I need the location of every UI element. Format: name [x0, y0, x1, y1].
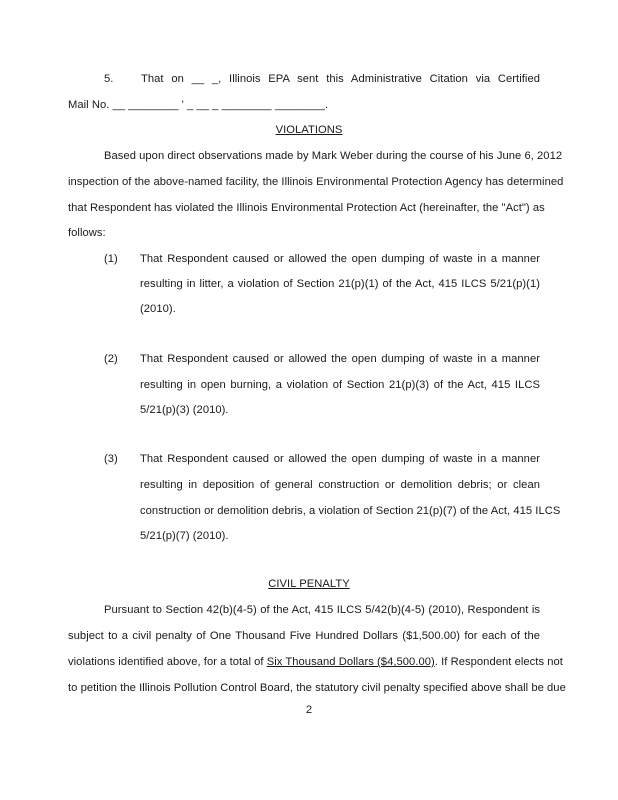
paragraph-5-line-2: Mail No. __ ________ ' _ __ _ ________ ________.	[68, 99, 329, 111]
civil-penalty-line-1: Pursuant to Section 42(b)(4-5) of the Act, 415 ILCS 5/42(b)(4-5) (2010), Respondent is	[104, 604, 540, 616]
violation-1-line-2: resulting in litter, a violation of Section 21(p)(1) of the Act, 415 ILCS 5/21(p)(1)	[140, 278, 540, 290]
violation-3-line-1: That Respondent caused or allowed the open dumping of waste in a manner	[140, 453, 540, 465]
violation-2-line-3: 5/21(p)(3) (2010).	[140, 404, 229, 416]
violation-3-line-2: resulting in deposition of general construction or demolition debris; or clean	[140, 479, 540, 491]
violation-3-line-3: construction or demolition debris, a violation of Section 21(p)(7) of the Act, 415 ILCS	[140, 505, 561, 517]
violations-intro-line-2: inspection of the above-named facility, the Illinois Environmental Protection Agency has determined	[68, 176, 564, 188]
violations-intro-line-1: Based upon direct observations made by Mark Weber during the course of his June 6, 2012	[104, 150, 563, 162]
civil-penalty-line-3-start: violations identified above, for a total of	[68, 656, 267, 668]
violations-intro-line-4: follows:	[68, 227, 106, 239]
civil-penalty-line-3-end: . If Respondent elects not	[434, 656, 563, 668]
violation-2-line-1: That Respondent caused or allowed the open dumping of waste in a manner	[140, 353, 540, 365]
violation-3-line-4: 5/21(p)(7) (2010).	[140, 530, 229, 542]
violation-1-line-3: (2010).	[140, 303, 176, 315]
violation-1-number: (1)	[104, 253, 118, 265]
civil-penalty-heading: CIVIL PENALTY	[268, 578, 350, 590]
civil-penalty-line-4: to petition the Illinois Pollution Control Board, the statutory civil penalty specified above shall be due	[68, 682, 566, 694]
violations-intro-line-3: that Respondent has violated the Illinois Environmental Protection Act (hereinafter, the "Act") as	[68, 202, 545, 214]
violation-3-number: (3)	[104, 453, 118, 465]
violation-2-number: (2)	[104, 353, 118, 365]
paragraph-5-line-1: That on __ _, Illinois EPA sent this Administrative Citation via Certified	[141, 73, 540, 85]
paragraph-5-number: 5.	[104, 73, 114, 85]
civil-penalty-line-2: subject to a civil penalty of One Thousand Five Hundred Dollars ($1,500.00) for each of the	[68, 630, 540, 642]
violation-1-line-1: That Respondent caused or allowed the open dumping of waste in a manner	[140, 253, 540, 265]
total-penalty-amount: Six Thousand Dollars ($4,500.00)	[266, 656, 435, 668]
page-number: 2	[305, 704, 313, 716]
civil-penalty-line-3	[68, 656, 563, 668]
violation-2-line-2: resulting in open burning, a violation of Section 21(p)(3) of the Act, 415 ILCS	[140, 379, 540, 391]
violations-heading: VIOLATIONS	[275, 124, 343, 136]
